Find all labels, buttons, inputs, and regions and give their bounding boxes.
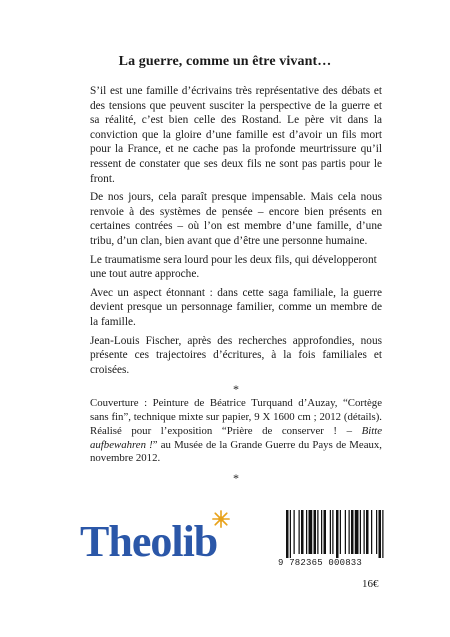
barcode-bars bbox=[286, 510, 386, 558]
credits-text-1: Couverture : Peinture de Béatrice Turquand d’Auzay, “Cortège sans fin”, technique mixte sur papier, 9 X 1600 cm ; 2012 (détails). Réalisé pour l’exposition “Prière de conserver ! – bbox=[90, 397, 382, 437]
barcode-bar bbox=[371, 510, 372, 554]
paragraph-3: Le traumatisme sera lourd pour les deux fils, qui développeront une tout autre approche. bbox=[90, 253, 377, 281]
barcode-bar bbox=[336, 510, 339, 558]
barcode-bar bbox=[301, 510, 304, 554]
barcode-bar bbox=[355, 510, 359, 554]
barcode-bar bbox=[294, 510, 295, 554]
publisher-logo bbox=[80, 510, 240, 570]
blurb bbox=[90, 84, 382, 486]
paragraph-2: De nos jours, cela paraît presque impensable. Mais cela nous renvoie à des systèmes de pensée – encore bien présents en certaines contrées – où l’on est membre d’une famille, d’une tribu, d’un clan, bien avant que d’être une personne humaine. bbox=[90, 191, 382, 247]
barcode-bar bbox=[321, 510, 322, 554]
barcode-bar bbox=[340, 510, 341, 554]
barcode-bar bbox=[324, 510, 327, 554]
isbn-digits: 9 782365 000833 bbox=[278, 558, 363, 568]
barcode-bar bbox=[364, 510, 365, 554]
cover-credits bbox=[90, 397, 382, 466]
barcode-bar bbox=[330, 510, 331, 554]
barcode-bar bbox=[299, 510, 300, 554]
paragraph-5: Jean-Louis Fischer, après des recherches approfondies, nous présente ces trajectoires d’écritures, à la fois familiales et croisées. bbox=[90, 334, 382, 376]
page-title: La guerre, comme un être vivant… bbox=[118, 54, 332, 69]
price-label: 16€ bbox=[362, 578, 379, 590]
isbn-barcode bbox=[278, 510, 390, 572]
barcode-bar bbox=[332, 510, 333, 554]
separator-star-top: * bbox=[233, 382, 239, 397]
barcode-bar bbox=[360, 510, 361, 554]
barcode-bar bbox=[286, 510, 289, 558]
credits-text-2: ” au Musée de la Grande Guerre du Pays de Meaux, novembre 2012. bbox=[90, 438, 382, 465]
separator-star-bottom: * bbox=[233, 471, 239, 486]
barcode-bar bbox=[306, 510, 307, 554]
barcode-bar bbox=[382, 510, 383, 558]
paragraph-1: S’il est une famille d’écrivains très représentative des débats et des tensions que peuvent susciter la perspective de la guerre et sa réalité, c’est bien celle des Rostand. Le père vit dans la conviction que la gloire d’une famille est d’avoir un fils mort pour la France, et ne cache pas la profonde meurtrissure qu’il ressent de constater que ses deux fils ne sont pas partis pour le front. bbox=[90, 85, 382, 185]
publisher-logo-text: Theolib bbox=[80, 517, 218, 566]
barcode-bar bbox=[349, 510, 350, 554]
barcode-bar bbox=[345, 510, 346, 554]
barcode-bar bbox=[314, 510, 317, 554]
paragraph-4: Avec un aspect étonnant : dans cette saga familiale, la guerre devient presque un personnage familier, comme un membre de la famille. bbox=[90, 286, 382, 328]
barcode-bar bbox=[290, 510, 291, 558]
barcode-bar bbox=[317, 510, 318, 554]
barcode-bar bbox=[351, 510, 354, 554]
barcode-bar bbox=[376, 510, 377, 554]
credits-italic-title: Bitte aufbewahren ! bbox=[90, 424, 382, 451]
barcode-bar bbox=[379, 510, 382, 558]
barcode-bar bbox=[366, 510, 369, 554]
barcode-bar bbox=[309, 510, 313, 554]
